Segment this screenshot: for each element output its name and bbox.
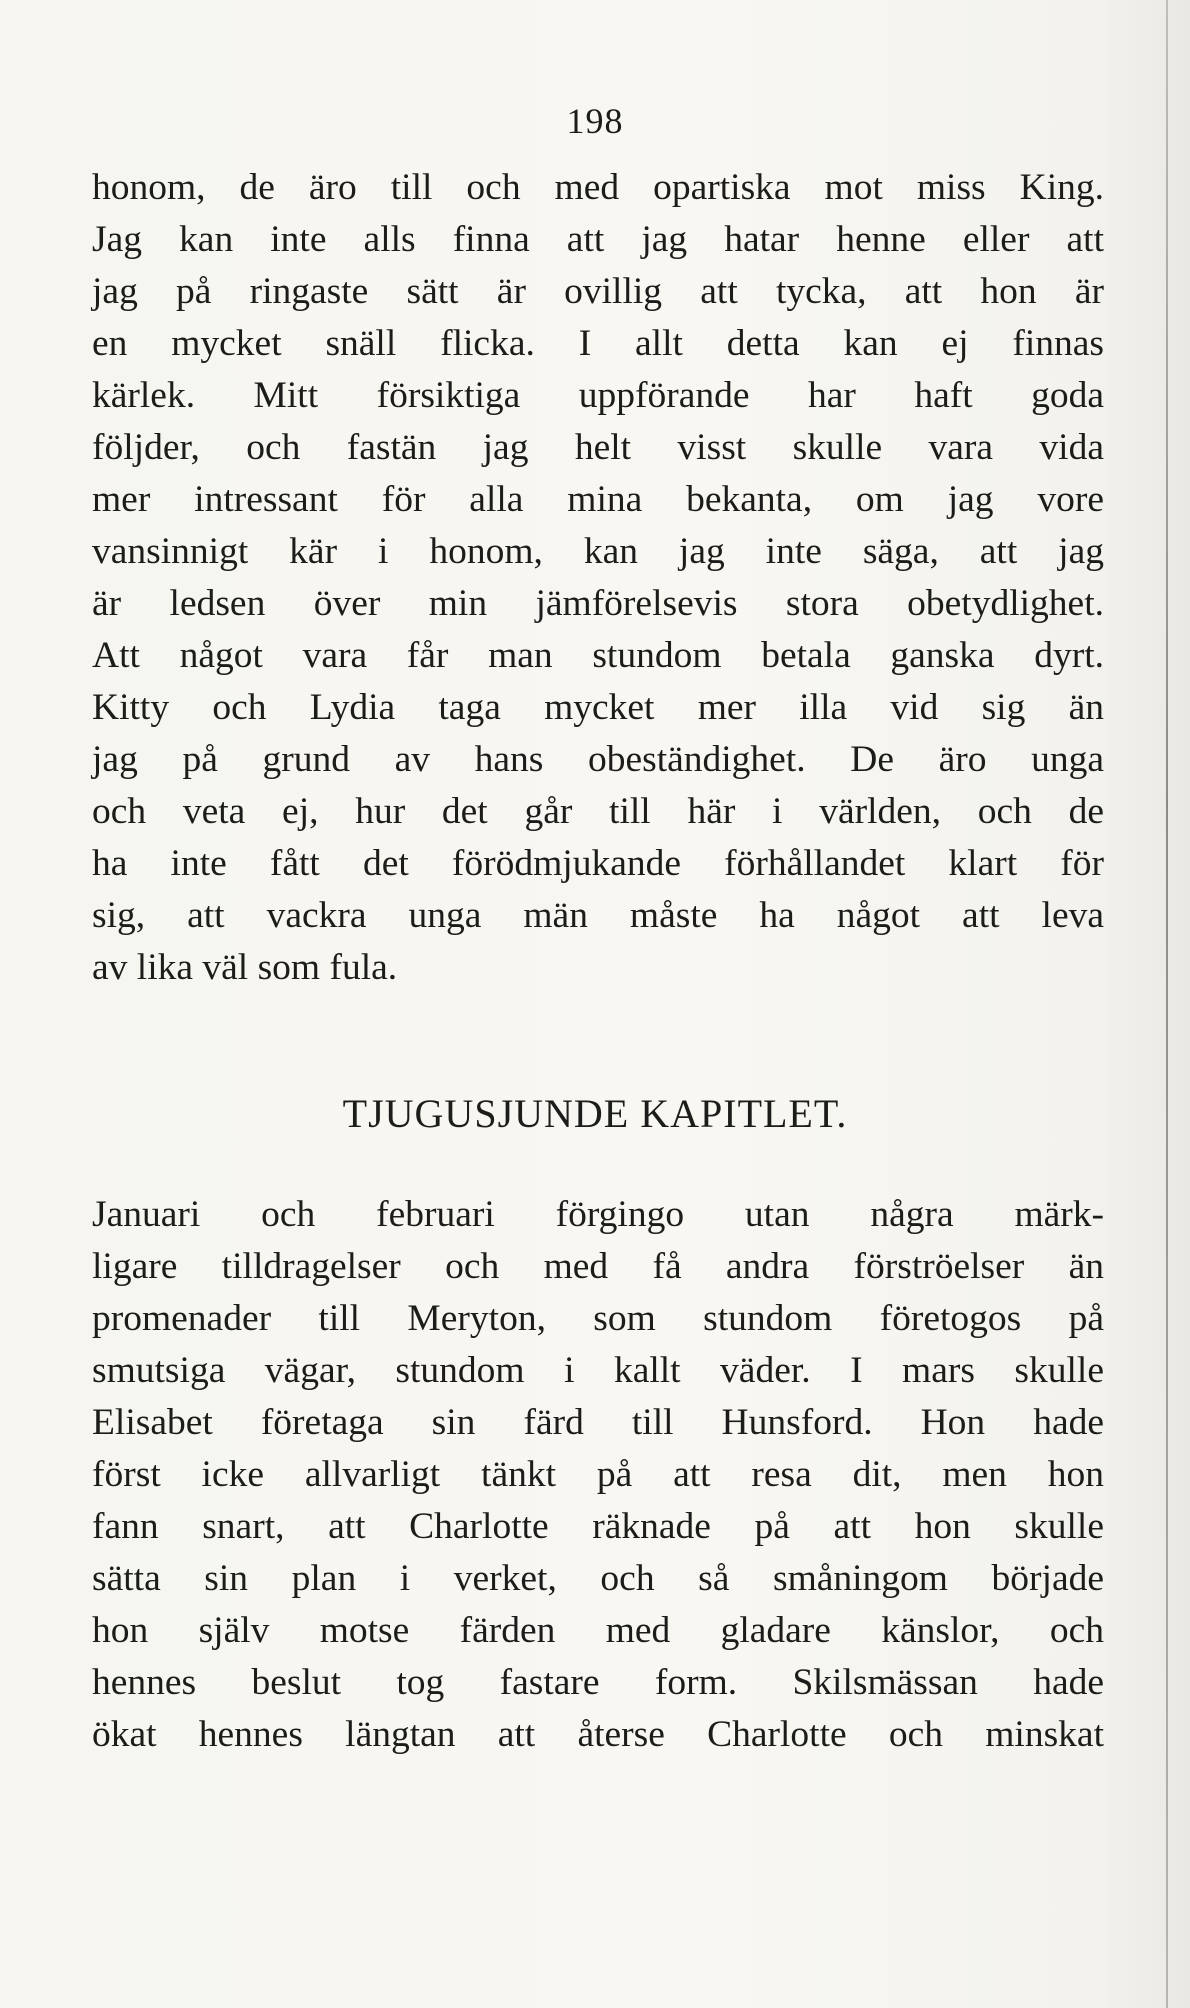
text-line: fann snart, att Charlotte räknade på att hon skulle (92, 1506, 1104, 1547)
text-line: är ledsen över min jämförelsevis stora obetydlighet. (92, 583, 1104, 624)
text-line: promenader till Meryton, som stundom företogos på (92, 1298, 1104, 1339)
text-line: ökat hennes längtan att återse Charlotte och minskat (92, 1714, 1104, 1755)
text-line: en mycket snäll flicka. I allt detta kan ej finnas (92, 323, 1104, 364)
text-line: av lika väl som fula. (92, 947, 398, 988)
text-line: och veta ej, hur det går till här i världen, och de (92, 791, 1104, 832)
text-line: sätta sin plan i verket, och så småningom började (92, 1558, 1104, 1599)
text-line: Januari och februari förgingo utan några märk- (92, 1194, 1104, 1235)
text-line: kärlek. Mitt försiktiga uppförande har haft goda (92, 375, 1104, 416)
text-line: Att något vara får man stundom betala ganska dyrt. (92, 635, 1104, 676)
text-line: följder, och fastän jag helt visst skulle vara vida (92, 427, 1104, 468)
text-line: ha inte fått det förödmjukande förhållandet klart för (92, 843, 1104, 884)
text-line: mer intressant för alla mina bekanta, om jag vore (92, 479, 1104, 520)
text-line: jag på ringaste sätt är ovillig att tycka, att hon är (92, 271, 1104, 312)
text-line: Elisabet företaga sin färd till Hunsford. Hon hade (92, 1402, 1104, 1443)
text-line: sig, att vackra unga män måste ha något att leva (92, 895, 1104, 936)
page-number: 198 (566, 101, 624, 141)
text-line: smutsiga vägar, stundom i kallt väder. I mars skulle (92, 1350, 1104, 1391)
text-line: ligare tilldragelser och med få andra förströelser än (92, 1246, 1104, 1287)
text-line: honom, de äro till och med opartiska mot miss King. (92, 167, 1104, 208)
chapter-heading: TJUGUSJUNDE KAPITLET. (342, 1091, 848, 1136)
page-edge-shadow (1166, 0, 1168, 2008)
text-line: jag på grund av hans obeständighet. De äro unga (92, 739, 1104, 780)
text-line: vansinnigt kär i honom, kan jag inte säga, att jag (92, 531, 1104, 572)
paragraph-continuation (92, 162, 1104, 994)
text-line: Kitty och Lydia taga mycket mer illa vid sig än (92, 687, 1104, 728)
text-line: först icke allvarligt tänkt på att resa dit, men hon (92, 1454, 1104, 1495)
text-line: hennes beslut tog fastare form. Skilsmässan hade (92, 1662, 1104, 1703)
chapter-opening-paragraph (92, 1189, 1104, 1761)
text-line: hon själv motse färden med gladare känslor, och (92, 1610, 1104, 1651)
text-line: Jag kan inte alls finna att jag hatar henne eller att (92, 219, 1104, 260)
